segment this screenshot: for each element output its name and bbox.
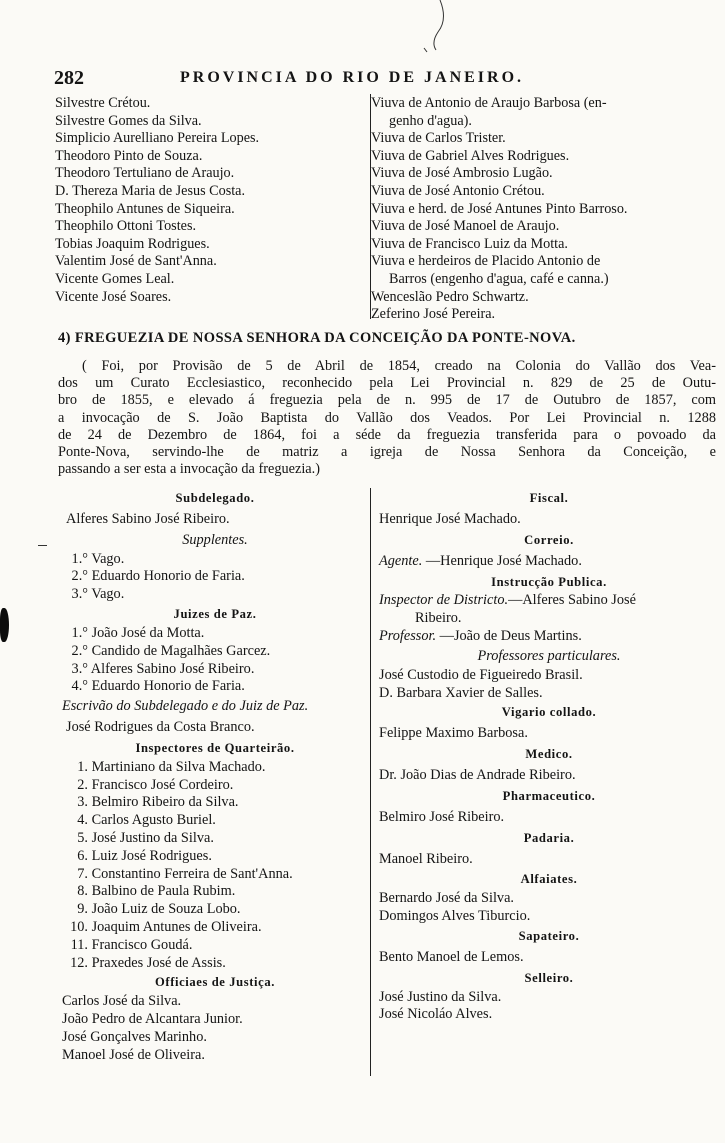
list-item: 2. Francisco José Cordeiro. [77, 776, 234, 793]
officials-column-right [379, 488, 719, 1024]
selleiro-heading: Selleiro. [524, 970, 574, 985]
alfaiates-heading: Alfaiates. [520, 872, 578, 887]
residents-list-left [55, 95, 365, 306]
list-item: 7. Constantino Ferreira de Sant'Anna. [77, 865, 293, 882]
page-number: 282 [54, 67, 84, 89]
escrivao-name: José Rodrigues da Costa Branco. [66, 719, 255, 736]
list-item: 6. Luiz José Rodrigues. [77, 847, 212, 864]
list-item: Valentim José de Sant'Anna. [55, 253, 217, 270]
list-item: Viuva de Antonio de Araujo Barbosa (en- [371, 95, 607, 111]
subdelegado-name: Alferes Sabino José Ribeiro. [66, 510, 230, 527]
list-item: 12. Praxedes José de Assis. [70, 954, 226, 971]
list-item: 4. Carlos Agusto Buriel. [77, 812, 216, 829]
list-item: 10. Joaquim Antunes de Oliveira. [70, 918, 262, 935]
inspector-entry: Inspector de Districto.—Alferes Sabino José [379, 592, 636, 609]
list-item: D. Thereza Maria de Jesus Costa. [55, 182, 246, 199]
subdelegado-heading: Subdelegado. [175, 491, 255, 505]
running-title: PROVINCIA DO RIO DE JANEIRO. [180, 69, 525, 86]
list-item: 3. Belmiro Ribeiro da Silva. [77, 794, 239, 811]
list-item: Theophilo Antunes de Siqueira. [55, 200, 235, 217]
list-item: João Pedro de Alcantara Junior. [62, 1011, 243, 1028]
instrucao-heading: Instrucção Publica. [491, 574, 607, 589]
fiscal-heading: Fiscal. [529, 491, 569, 505]
paragraph-line: de 24 de Dezembro de 1864, foi a séde da freguezia transferida para o povoado da [58, 426, 716, 443]
list-item: D. Barbara Xavier de Salles. [379, 684, 543, 701]
professor-entry: Professor. —João de Deus Martins. [379, 628, 582, 645]
correio-entry: Agente. —Henrique José Machado. [379, 552, 582, 569]
list-item: Viuva de Gabriel Alves Rodrigues. [371, 147, 570, 164]
ink-blot [0, 608, 9, 642]
list-item: Silvestre Gomes da Silva. [55, 112, 202, 129]
medico-heading: Medico. [525, 747, 573, 762]
list-item: Carlos José da Silva. [62, 993, 182, 1010]
particulares-heading: Professores particulares. [477, 647, 621, 664]
padaria-heading: Padaria. [523, 830, 575, 845]
list-item: Bernardo José da Silva. [379, 890, 514, 907]
sapateiro-heading: Sapateiro. [518, 928, 580, 943]
sapateiro-name: Bento Manoel de Lemos. [379, 948, 524, 965]
inspectores-heading: Inspectores de Quarteirão. [135, 740, 295, 755]
list-item: Silvestre Crétou. [55, 95, 151, 111]
list-item: José Gonçalves Marinho. [62, 1028, 207, 1045]
list-item: 9. João Luiz de Souza Lobo. [77, 901, 241, 918]
list-item: Manoel José de Oliveira. [62, 1046, 205, 1063]
list-item: Viuva e herdeiros de Placido Antonio de [371, 253, 601, 270]
list-item: Domingos Alves Tiburcio. [379, 908, 531, 925]
list-item: 1.° João José da Motta. [71, 624, 205, 641]
list-item: Viuva de José Antonio Crétou. [371, 182, 545, 199]
list-item: Simplicio Aurelliano Pereira Lopes. [55, 130, 260, 147]
list-item: Theodoro Pinto de Souza. [55, 147, 203, 164]
list-item: 1.° Vago. [71, 550, 125, 567]
list-item: Wenceslão Pedro Schwartz. [371, 288, 529, 305]
list-item: José Custodio de Figueiredo Brasil. [379, 666, 583, 683]
fiscal-name: Henrique José Machado. [379, 510, 521, 527]
list-item: 8. Balbino de Paula Rubim. [77, 883, 236, 900]
list-item: José Justino da Silva. [379, 988, 502, 1005]
column-divider [370, 488, 371, 1076]
list-item: 3.° Vago. [71, 586, 125, 603]
list-item: José Nicoláo Alves. [379, 1006, 493, 1023]
list-item: 5. José Justino da Silva. [77, 830, 214, 846]
vigario-heading: Vigario collado. [501, 705, 597, 720]
list-item: 11. Francisco Goudá. [70, 936, 193, 953]
vigario-name: Felippe Maximo Barbosa. [379, 725, 528, 742]
ink-scribble [420, 0, 450, 60]
supplentes-heading: Supplentes. [182, 531, 248, 548]
list-item-continued: Barros (engenho d'agua, café e canna.) [389, 270, 609, 287]
list-item: Viuva e herd. de José Antunes Pinto Barroso. [371, 200, 628, 217]
padaria-name: Manoel Ribeiro. [379, 850, 473, 867]
pharma-heading: Pharmaceutico. [502, 788, 596, 803]
juizes-heading: Juizes de Paz. [173, 607, 257, 622]
list-item: Tobias Joaquim Rodrigues. [55, 235, 210, 252]
list-item: Viuva de José Manoel de Araujo. [371, 218, 560, 235]
list-item: 3.° Alferes Sabino José Ribeiro. [71, 660, 255, 677]
pharma-name: Belmiro José Ribeiro. [379, 808, 505, 825]
list-item: 4.° Eduardo Honorio de Faria. [71, 678, 245, 695]
escrivao-heading: Escrivão do Subdelegado e do Juiz de Paz. [62, 698, 309, 715]
list-item: Vicente José Soares. [55, 288, 172, 305]
list-item: Vicente Gomes Leal. [55, 270, 175, 287]
page-header [54, 67, 724, 93]
section-heading: 4) FREGUEZIA DE NOSSA SENHORA DA CONCEIÇÃO DA PONTE-NOVA. [58, 330, 576, 346]
history-paragraph [58, 358, 716, 478]
paragraph-line: passando a ser esta a invocação da freguezia.) [58, 461, 320, 478]
paragraph-line: bro de 1855, e elevado á freguezia pela de n. 995 de 17 de Outubro de 1857, com [58, 392, 716, 409]
paragraph-line: Ponte-Nova, servindo-lhe de matriz a igreja de Nossa Senhora da Conceição, e [58, 444, 716, 461]
list-item-continued: genho d'agua). [389, 112, 472, 129]
medico-name: Dr. João Dias de Andrade Ribeiro. [379, 767, 576, 783]
list-item: Theophilo Ottoni Tostes. [55, 218, 197, 235]
officials-column-left [62, 488, 368, 1064]
paragraph-line: a invocação de S. João Baptista do Vallão dos Veados. Por Lei Provincial n. 1288 [58, 409, 716, 426]
list-item: 2.° Eduardo Honorio de Faria. [71, 568, 245, 585]
list-item: Viuva de José Ambrosio Lugão. [371, 165, 553, 182]
list-item: 2.° Candido de Magalhães Garcez. [71, 642, 271, 659]
inspector-entry-continued: Ribeiro. [415, 610, 462, 627]
residents-list-right [371, 95, 721, 324]
list-item: Theodoro Tertuliano de Araujo. [55, 165, 235, 182]
paragraph-line: dos um Curato Ecclesiastico, reconhecido pela Lei Provincial n. 829 de 25 de Outu- [58, 375, 716, 392]
list-item: Viuva de Carlos Trister. [371, 130, 506, 147]
paragraph-line: ( Foi, por Provisão de 5 de Abril de 1854, creado na Colonia do Vallão dos Vea- [82, 358, 716, 374]
list-item: 1. Martiniano da Silva Machado. [77, 758, 266, 775]
correio-heading: Correio. [524, 532, 574, 547]
margin-mark [38, 545, 47, 546]
officiaes-heading: Officiaes de Justiça. [155, 975, 275, 990]
list-item: Viuva de Francisco Luiz da Motta. [371, 235, 568, 252]
list-item: Zeferino José Pereira. [371, 306, 496, 323]
